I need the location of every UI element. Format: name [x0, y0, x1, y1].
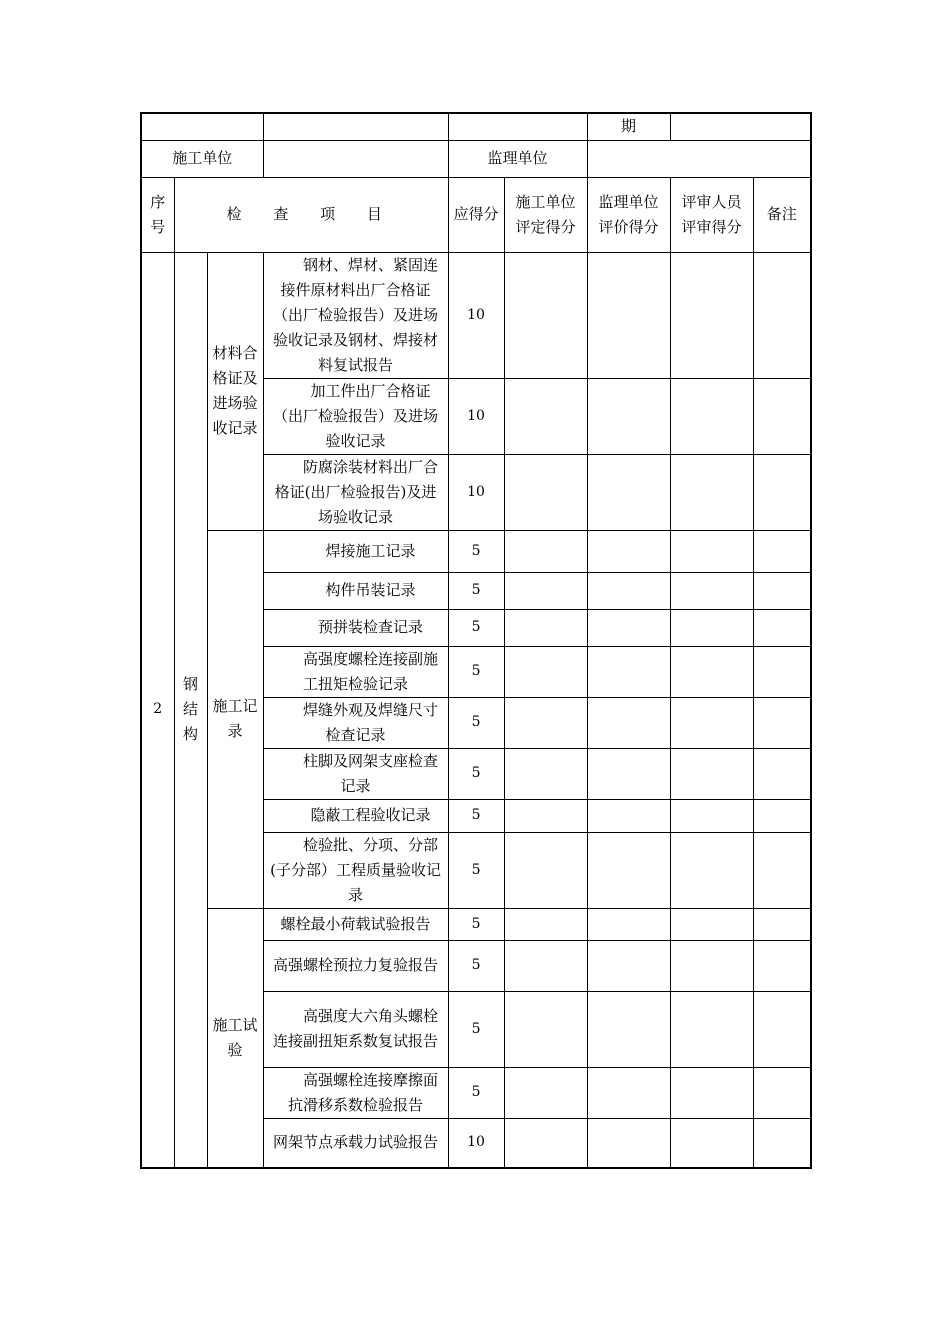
- supervision-eval-cell[interactable]: [587, 697, 670, 748]
- construction-eval-cell[interactable]: [504, 908, 587, 940]
- section-name: 钢结构: [174, 252, 207, 1168]
- header-blank-cell-3[interactable]: [448, 113, 587, 140]
- item-text: 高强度螺栓连接副施工扭矩检验记录: [263, 646, 448, 697]
- item-score: 5: [448, 991, 504, 1067]
- remarks-cell[interactable]: [753, 646, 811, 697]
- reviewer-eval-cell[interactable]: [670, 748, 753, 799]
- item-text: 构件吊装记录: [263, 572, 448, 609]
- item-score: 5: [448, 799, 504, 832]
- reviewer-eval-cell[interactable]: [670, 530, 753, 572]
- remarks-cell[interactable]: [753, 1118, 811, 1168]
- item-text: 检验批、分项、分部(子分部）工程质量验收记录: [263, 832, 448, 908]
- construction-eval-cell[interactable]: [504, 1067, 587, 1118]
- item-text: 预拼装检查记录: [263, 609, 448, 646]
- remarks-cell[interactable]: [753, 832, 811, 908]
- col-score-header: 应得分: [448, 177, 504, 252]
- supervision-eval-cell[interactable]: [587, 908, 670, 940]
- item-score: 5: [448, 572, 504, 609]
- col-items-header: 检 查 项 目: [174, 177, 448, 252]
- item-text: 加工件出厂合格证（出厂检验报告）及进场验收记录: [263, 378, 448, 454]
- supervision-eval-cell[interactable]: [587, 1118, 670, 1168]
- supervision-unit-value-cell[interactable]: [587, 140, 811, 177]
- construction-eval-cell[interactable]: [504, 572, 587, 609]
- date-label: 期: [587, 113, 670, 140]
- group-name: 施工试验: [207, 908, 263, 1168]
- header-blank-cell-2[interactable]: [263, 113, 448, 140]
- item-score: 10: [448, 1118, 504, 1168]
- reviewer-eval-cell[interactable]: [670, 609, 753, 646]
- item-score: 5: [448, 940, 504, 991]
- item-score: 5: [448, 748, 504, 799]
- construction-unit-value-cell[interactable]: [263, 140, 448, 177]
- supervision-eval-cell[interactable]: [587, 1067, 670, 1118]
- item-text: 钢材、焊材、紧固连接件原材料出厂合格证（出厂检验报告）及进场验收记录及钢材、焊接材料复试报告: [263, 252, 448, 378]
- item-score: 5: [448, 1067, 504, 1118]
- col-remarks-header: 备注: [753, 177, 811, 252]
- col-seq-header: 序号: [141, 177, 174, 252]
- item-text: 高强螺栓预拉力复验报告: [263, 940, 448, 991]
- construction-eval-cell[interactable]: [504, 252, 587, 378]
- supervision-eval-cell[interactable]: [587, 378, 670, 454]
- date-value-cell[interactable]: [670, 113, 811, 140]
- reviewer-eval-cell[interactable]: [670, 378, 753, 454]
- reviewer-eval-cell[interactable]: [670, 252, 753, 378]
- remarks-cell[interactable]: [753, 609, 811, 646]
- reviewer-eval-cell[interactable]: [670, 1118, 753, 1168]
- construction-eval-cell[interactable]: [504, 697, 587, 748]
- construction-eval-cell[interactable]: [504, 378, 587, 454]
- item-score: 5: [448, 832, 504, 908]
- construction-eval-cell[interactable]: [504, 748, 587, 799]
- supervision-eval-cell[interactable]: [587, 799, 670, 832]
- item-score: 5: [448, 646, 504, 697]
- section-seq: 2: [141, 252, 174, 1168]
- supervision-eval-cell[interactable]: [587, 252, 670, 378]
- item-score: 10: [448, 378, 504, 454]
- item-text: 柱脚及网架支座检查记录: [263, 748, 448, 799]
- remarks-cell[interactable]: [753, 908, 811, 940]
- group-name: 施工记录: [207, 530, 263, 908]
- supervision-eval-cell[interactable]: [587, 832, 670, 908]
- remarks-cell[interactable]: [753, 940, 811, 991]
- construction-eval-cell[interactable]: [504, 991, 587, 1067]
- item-text: 防腐涂装材料出厂合格证(出厂检验报告)及进场验收记录: [263, 454, 448, 530]
- construction-unit-label: 施工单位: [141, 140, 263, 177]
- reviewer-eval-cell[interactable]: [670, 799, 753, 832]
- reviewer-eval-cell[interactable]: [670, 908, 753, 940]
- item-score: 5: [448, 697, 504, 748]
- item-text: 高强螺栓连接摩擦面抗滑移系数检验报告: [263, 1067, 448, 1118]
- construction-eval-cell[interactable]: [504, 454, 587, 530]
- reviewer-eval-cell[interactable]: [670, 572, 753, 609]
- supervision-eval-cell[interactable]: [587, 572, 670, 609]
- remarks-cell[interactable]: [753, 454, 811, 530]
- supervision-eval-cell[interactable]: [587, 991, 670, 1067]
- group-name: 材料合格证及进场验收记录: [207, 252, 263, 530]
- reviewer-eval-cell[interactable]: [670, 832, 753, 908]
- item-text: 隐蔽工程验收记录: [263, 799, 448, 832]
- remarks-cell[interactable]: [753, 799, 811, 832]
- reviewer-eval-cell[interactable]: [670, 646, 753, 697]
- remarks-cell[interactable]: [753, 1067, 811, 1118]
- reviewer-eval-cell[interactable]: [670, 454, 753, 530]
- item-score: 5: [448, 530, 504, 572]
- reviewer-eval-cell[interactable]: [670, 1067, 753, 1118]
- construction-eval-cell[interactable]: [504, 940, 587, 991]
- supervision-eval-cell[interactable]: [587, 530, 670, 572]
- item-score: 10: [448, 252, 504, 378]
- remarks-cell[interactable]: [753, 991, 811, 1067]
- item-text: 螺栓最小荷载试验报告: [263, 908, 448, 940]
- col-supervision-eval-header: 监理单位评价得分: [587, 177, 670, 252]
- remarks-cell[interactable]: [753, 252, 811, 378]
- reviewer-eval-cell[interactable]: [670, 940, 753, 991]
- item-score: 5: [448, 609, 504, 646]
- reviewer-eval-cell[interactable]: [670, 697, 753, 748]
- reviewer-eval-cell[interactable]: [670, 991, 753, 1067]
- supervision-eval-cell[interactable]: [587, 454, 670, 530]
- item-text: 高强度大六角头螺栓连接副扭矩系数复试报告: [263, 991, 448, 1067]
- item-text: 网架节点承载力试验报告: [263, 1118, 448, 1168]
- supervision-eval-cell[interactable]: [587, 748, 670, 799]
- remarks-cell[interactable]: [753, 572, 811, 609]
- remarks-cell[interactable]: [753, 530, 811, 572]
- item-text: 焊接施工记录: [263, 530, 448, 572]
- remarks-cell[interactable]: [753, 697, 811, 748]
- col-construction-eval-header: 施工单位评定得分: [504, 177, 587, 252]
- item-score: 5: [448, 908, 504, 940]
- item-score: 10: [448, 454, 504, 530]
- construction-eval-cell[interactable]: [504, 530, 587, 572]
- header-blank-cell-1[interactable]: [141, 113, 263, 140]
- construction-eval-cell[interactable]: [504, 609, 587, 646]
- remarks-cell[interactable]: [753, 378, 811, 454]
- supervision-eval-cell[interactable]: [587, 646, 670, 697]
- evaluation-table: [140, 112, 812, 1169]
- construction-eval-cell[interactable]: [504, 646, 587, 697]
- item-text: 焊缝外观及焊缝尺寸检查记录: [263, 697, 448, 748]
- supervision-eval-cell[interactable]: [587, 940, 670, 991]
- col-reviewer-eval-header: 评审人员评审得分: [670, 177, 753, 252]
- construction-eval-cell[interactable]: [504, 799, 587, 832]
- supervision-unit-label: 监理单位: [448, 140, 587, 177]
- supervision-eval-cell[interactable]: [587, 609, 670, 646]
- construction-eval-cell[interactable]: [504, 1118, 587, 1168]
- remarks-cell[interactable]: [753, 748, 811, 799]
- construction-eval-cell[interactable]: [504, 832, 587, 908]
